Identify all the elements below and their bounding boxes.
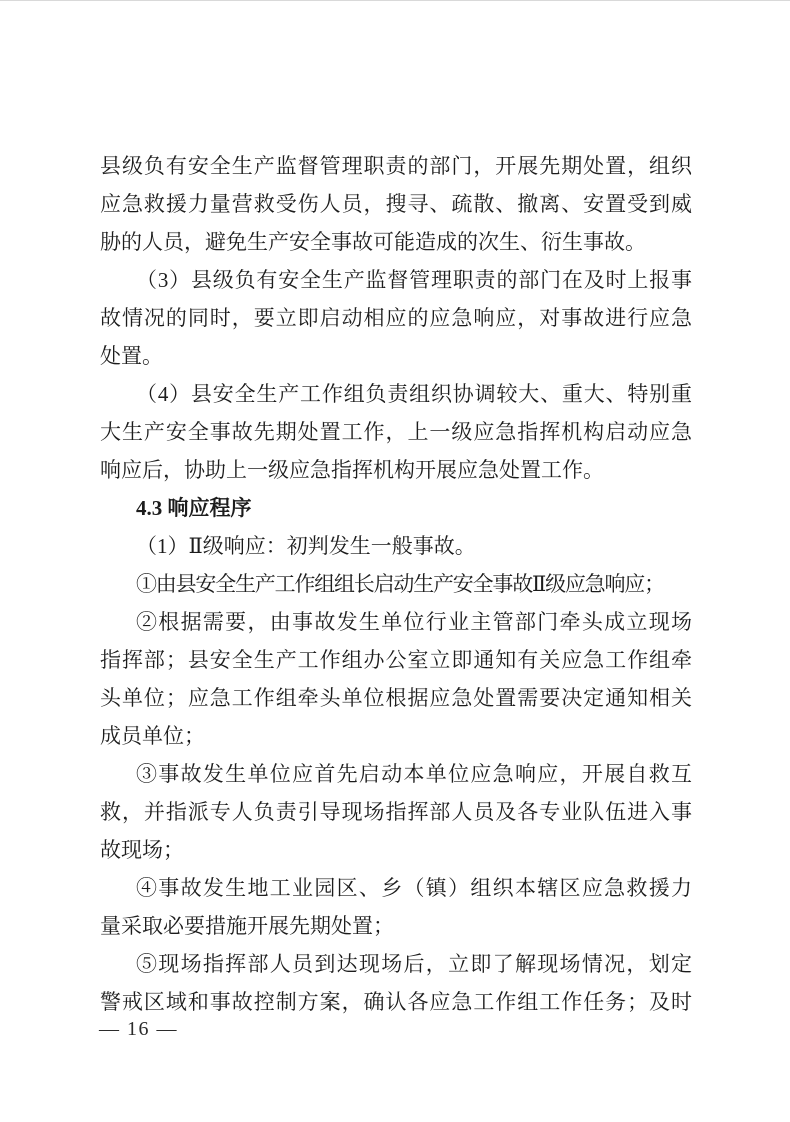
text-line-step-5: ⑤现场指挥部人员到达现场后，立即了解现场情况，划定 <box>136 952 692 976</box>
section-heading-4-3: 4.3 响应程序 <box>136 496 252 520</box>
text-line: 故情况的同时，要立即启动相应的应急响应，对事故进行应急 <box>100 306 692 330</box>
text-line-paragraph-3: （3）县级负有安全生产监督管理职责的部门在及时上报事 <box>136 268 692 292</box>
text-line: 处置。 <box>100 344 163 368</box>
text-line: 应急救援力量营救受伤人员，搜寻、疏散、撤离、安置受到威 <box>100 192 692 216</box>
text-line-step-3: ③事故发生单位应首先启动本单位应急响应，开展自救互 <box>136 762 692 786</box>
text-line: 故现场； <box>100 838 184 862</box>
text-line-step-4: ④事故发生地工业园区、乡（镇）组织本辖区应急救援力 <box>136 876 692 900</box>
text-line: 大生产安全事故先期处置工作，上一级应急指挥机构启动应急 <box>100 420 692 444</box>
page-body-text <box>100 147 692 1021</box>
text-line: 指挥部；县安全生产工作组办公室立即通知有关应急工作组牵 <box>100 648 692 672</box>
text-line: 量采取必要措施开展先期处置； <box>100 914 394 938</box>
text-line: 头单位；应急工作组牵头单位根据应急处置需要决定通知相关 <box>100 686 692 710</box>
text-line: 县级负有安全生产监督管理职责的部门，开展先期处置，组织 <box>100 154 692 178</box>
page-number: — 16 — <box>99 1018 178 1040</box>
text-line: 成员单位； <box>100 724 205 748</box>
text-line-step-1: ①由县安全生产工作组组长启动生产安全事故Ⅱ级应急响应； <box>136 572 664 596</box>
scan-edge-line <box>0 0 790 1</box>
text-line-paragraph-4: （4）县安全生产工作组负责组织协调较大、重大、特别重 <box>136 382 692 406</box>
text-line: 响应后，协助上一级应急指挥机构开展应急处置工作。 <box>100 458 604 482</box>
text-line: 救，并指派专人负责引导现场指挥部人员及各专业队伍进入事 <box>100 800 692 824</box>
text-line: 胁的人员，避免生产安全事故可能造成的次生、衍生事故。 <box>100 230 646 254</box>
text-line-response-level-2: （1）Ⅱ级响应：初判发生一般事故。 <box>136 534 476 558</box>
text-line-step-2: ②根据需要，由事故发生单位行业主管部门牵头成立现场 <box>136 610 692 634</box>
text-line: 警戒区域和事故控制方案，确认各应急工作组工作任务；及时 <box>100 990 692 1014</box>
